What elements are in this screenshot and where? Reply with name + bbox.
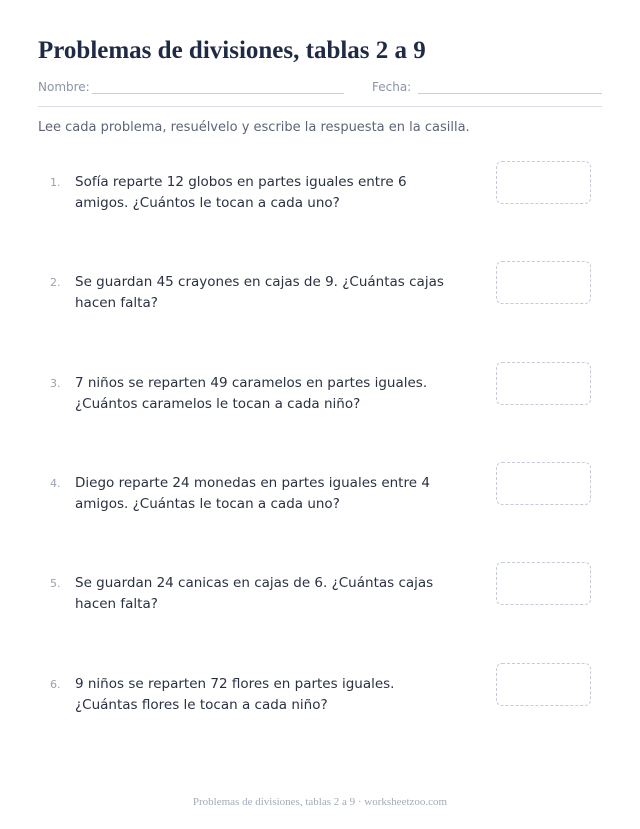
- problem-number: 1.: [50, 176, 61, 189]
- problem-text: 9 niños se reparten 72 flores en partes iguales. ¿Cuántas flores le tocan a cada niño?: [75, 676, 395, 713]
- answer-box[interactable]: [496, 362, 591, 405]
- student-info-row: [38, 79, 602, 99]
- problem-item: [38, 272, 602, 332]
- date-line[interactable]: [418, 93, 602, 94]
- problem-number: 2.: [50, 276, 61, 289]
- problem-text: Sofía reparte 12 globos en partes iguales entre 6 amigos. ¿Cuántos le tocan a cada uno?: [75, 174, 407, 211]
- page-footer: Problemas de divisiones, tablas 2 a 9 · worksheetzoo.com: [192, 796, 448, 808]
- worksheet-title: Problemas de divisiones, tablas 2 a 9: [38, 37, 426, 64]
- header-divider: [38, 106, 602, 107]
- problem-number: 6.: [50, 678, 61, 691]
- problem-item: [38, 473, 602, 533]
- answer-box[interactable]: [496, 462, 591, 505]
- problem-text: Se guardan 24 canicas en cajas de 6. ¿Cuántas cajas hacen falta?: [75, 575, 434, 612]
- date-label: Fecha:: [372, 80, 412, 94]
- problem-number: 5.: [50, 577, 61, 590]
- problem-text: Diego reparte 24 monedas en partes iguales entre 4 amigos. ¿Cuántas le tocan a cada uno?: [75, 475, 430, 512]
- problem-item: [38, 674, 602, 734]
- problem-item: [38, 373, 602, 433]
- name-label: Nombre:: [38, 80, 90, 94]
- problem-number: 4.: [50, 477, 61, 490]
- problem-number: 3.: [50, 377, 61, 390]
- instructions: Lee cada problema, resuélvelo y escribe la respuesta en la casilla.: [38, 120, 470, 135]
- problem-text: 7 niños se reparten 49 caramelos en partes iguales. ¿Cuántos caramelos le tocan a cada niño?: [75, 375, 428, 412]
- answer-box[interactable]: [496, 562, 591, 605]
- answer-box[interactable]: [496, 161, 591, 204]
- answer-box[interactable]: [496, 663, 591, 706]
- answer-box[interactable]: [496, 261, 591, 304]
- problem-text: Se guardan 45 crayones en cajas de 9. ¿Cuántas cajas hacen falta?: [75, 274, 444, 311]
- problem-item: [38, 573, 602, 633]
- problem-item: [38, 172, 602, 232]
- name-line[interactable]: [92, 93, 344, 94]
